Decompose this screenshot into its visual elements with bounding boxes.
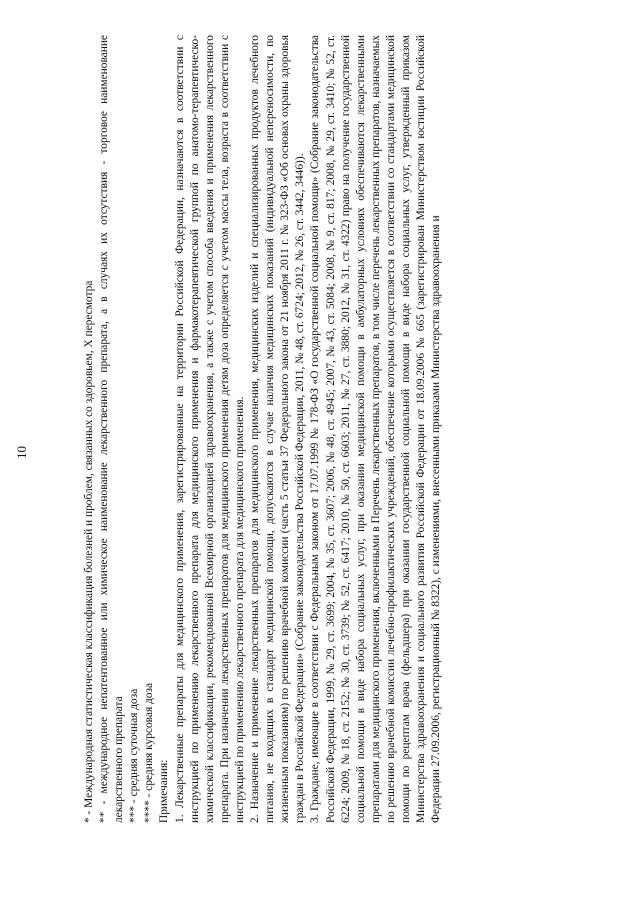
note-2: 2. Назначение и применение лекарственных препаратов для медицинского применения, медицинских изделий и специализированных продуктов лечебного питания, не входящих в стандарт медицинской помощи, допускаются в случае наличия медицинских показаний (индивидуальной непереносимости, по жизненным показаниям) по решению врачебной комиссии (часть 5 статьи 37 Федерального закона от 21 ноября 2011 г. № 323-ФЗ «Об основах охраны здоровья граждан в Российской Федерации» (Собрание законодательства Российской Федерации, 2011, № 48, ст. 6724; 2012, № 26, ст. 3442, 3446)). <box>249 35 307 823</box>
notes-heading: Примечания: <box>158 759 171 823</box>
note-1: 1. Лекарственные препараты для медицинского применения, зарегистрированные на территории Российской Федерации, назначаются в соответствии с инструкцией по применению лекарственного препарата для медицинского применения и фармакотерапевтической группой по анатомо-терапевтическо-химической классификации, рекомендованной Всемирной организацией здравоохранения, а также с учетом способа введения и применения лекарственного препарата. При назначении лекарственных препаратов для медицинского применения детям доза определяется с учетом массы тела, возраста в соответствии с инструкцией по применению лекарственного препарата для медицинского применения. <box>173 35 246 823</box>
document-body <box>82 35 444 823</box>
footnote-inn: ** - международное непатентованное или химическое наименование лекарственного препарата, а в случаях их отсутствия - торговое наименование лекарственного препарата <box>98 35 126 823</box>
footnote-icd: * - Международная статистическая классификация болезней и проблем, связанных со здоровьем, X пересмотра <box>83 280 95 823</box>
footnote-daily-dose: *** - средняя суточная доза <box>128 688 141 823</box>
footnote-course-dose: **** - средняя курсовая доза <box>143 682 156 823</box>
page-number: 10 <box>14 446 29 459</box>
note-3: 3. Граждане, имеющие в соответствии с Федеральным законом от 17.07.1999 № 178-ФЗ «О государственной социальной помощи» (Собрание законодательства Российской Федерации, 1999, № 29, ст. 3699; 2004, № 35, ст. 3607; 2006, № 48, ст. 4945; 2007, № 43, ст. 5084; 2008, № 9, ст. 817; 2008, № 29, ст. 3410; № 52, ст. 6224; 2009, № 18, ст. 2152; № 30, ст. 3739; № 52, ст. 6417; 2010, № 50, ст. 6603; 2011, № 27, ст. 3880; 2012, № 31, ст. 4322) право на получение государственной социальной помощи в виде набора социальных услуг, при оказании медицинской помощи в амбулаторных условиях обеспечиваются лекарственными препаратами для медицинского применения, включенными в Перечень лекарственных препаратов, в том числе перечень лекарственных препаратов, назначаемых по решению врачебной комиссии лечебно-профилактических учреждений, обеспечение которыми осуществляется в соответствии со стандартами медицинской помощи по рецептам врача (фельдшера) при оказании государственной социальной помощи в виде набора социальных услуг, утвержденный приказом Министерства здравоохранения и социального развития Российской Федерации от 18.09.2006 № 665 (зарегистрирован Министерством юстиции Российской Федерации 27.09.2006, регистрационный № 8322), с изменениями, внесенными приказами Министерства здравоохранения и <box>309 35 443 823</box>
